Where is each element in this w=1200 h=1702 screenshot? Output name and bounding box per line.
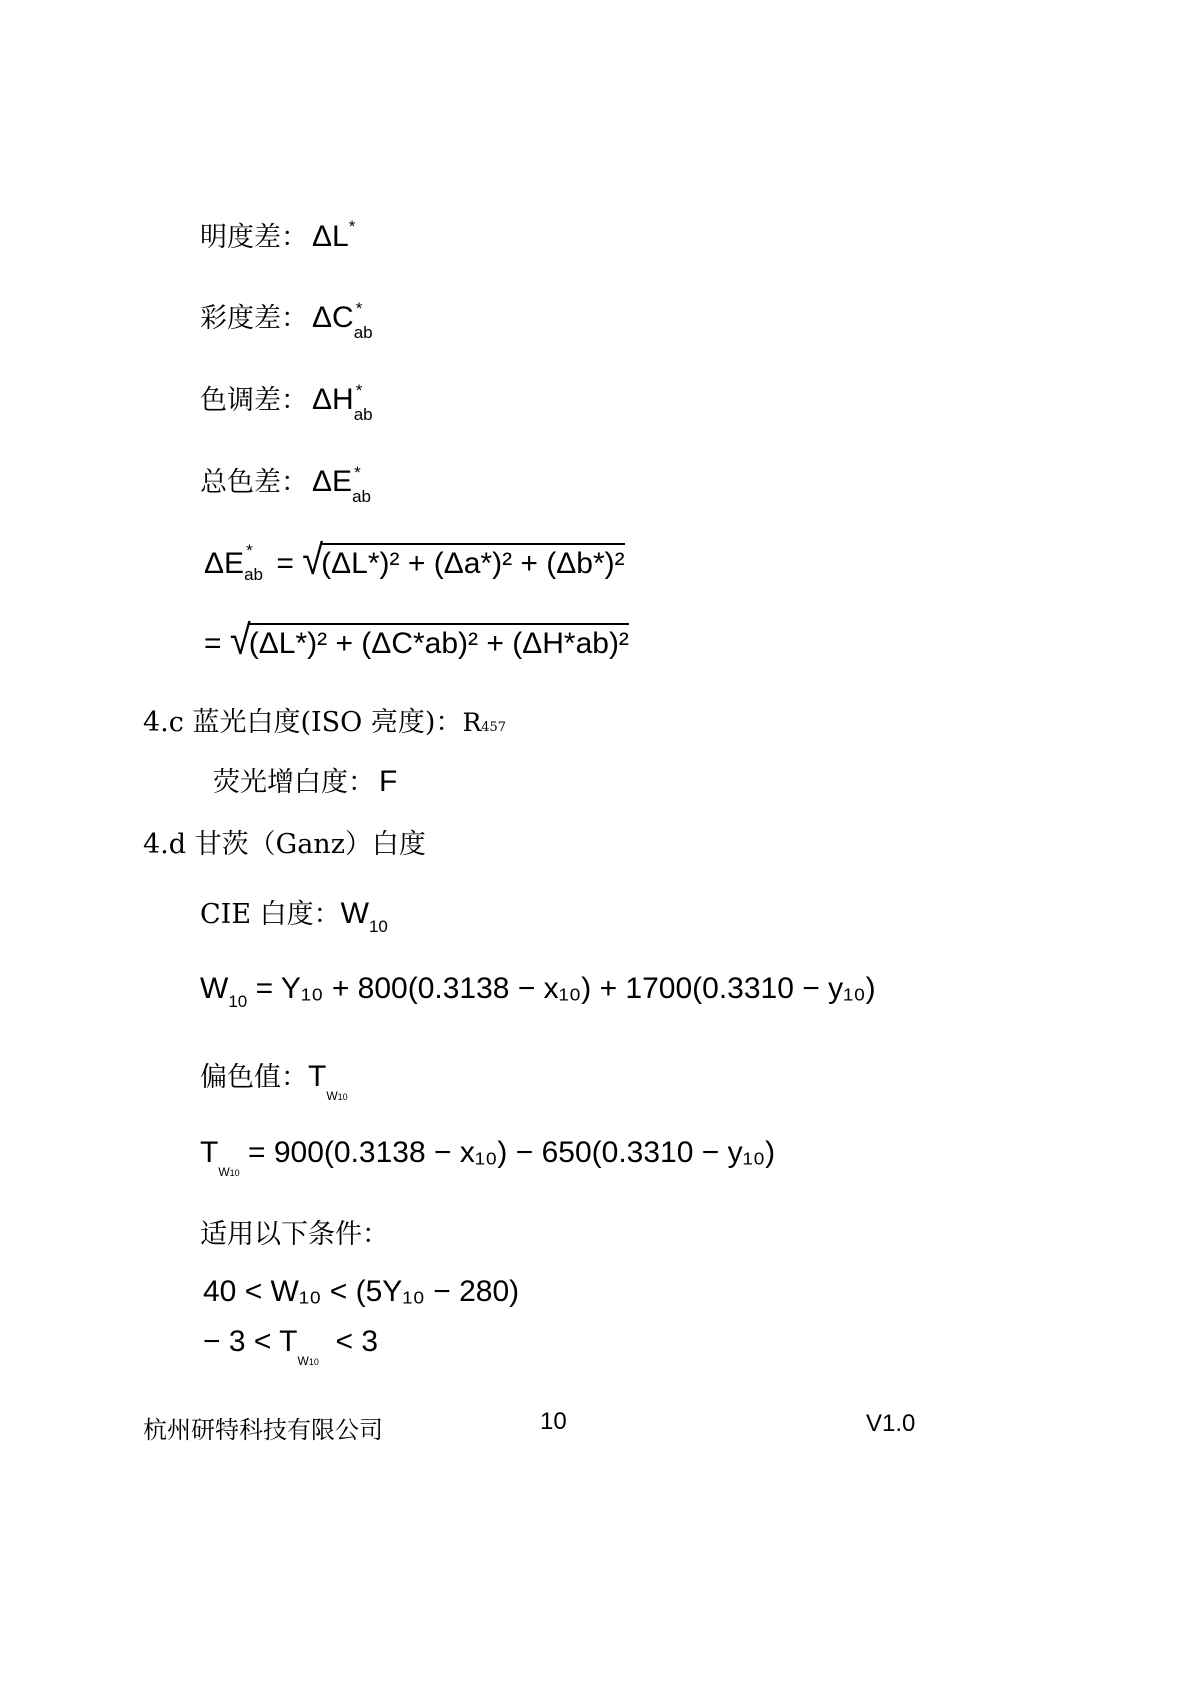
def-symbol: ΔE (312, 465, 353, 498)
section-number: 4.c (143, 707, 184, 738)
cond2-left: − 3 < T (203, 1325, 298, 1358)
fluor-symbol: F (379, 765, 398, 798)
formula-terms: (ΔL*)² + (Δa*)² + (Δb*)² (321, 543, 625, 581)
cond2-right: < 3 (335, 1325, 379, 1358)
section-4d-heading (143, 822, 426, 861)
def-label: 总色差： (200, 467, 308, 498)
formula-lhs-supsub: * ab (244, 541, 263, 585)
def-symbol: ΔH (312, 383, 354, 416)
condition-2: − $3 < T_{W10} < 3$ (203, 1325, 379, 1368)
def-symbol: ΔL (312, 220, 349, 253)
def-total (200, 460, 376, 507)
conditions-label: 适用以下条件： (200, 1219, 389, 1250)
page-number: 10 (540, 1408, 567, 1435)
fluorescent-whiteness (213, 760, 397, 799)
tw10-rhs: = 900(0.3138 − x₁₀) − 650(0.3310 − y₁₀) (248, 1136, 776, 1169)
section-number: 4.d (143, 829, 187, 860)
section-4c-heading (143, 700, 506, 739)
def-supsub: * ab (352, 463, 371, 507)
sqrt-icon: √ (229, 617, 251, 665)
section-title: 甘茨（Ganz）白度 (194, 829, 426, 860)
def-hue (200, 378, 378, 425)
fluor-label: 荧光增白度： (213, 767, 375, 798)
def-label: 色调差： (200, 385, 308, 416)
tint-label: 偏色值： (200, 1062, 308, 1093)
def-lightness (200, 215, 355, 254)
formula-tw10: $T_{W10} = 900(0.3138 - x_{10}) - 650(0.3310 - y_{10})$ (200, 1136, 776, 1179)
symbol-r-sub: 457 (481, 720, 507, 735)
cie-label: CIE 白度： (200, 899, 341, 930)
document-version: V1.0 (866, 1410, 916, 1437)
def-chroma (200, 296, 378, 343)
footer-company: 杭州研特科技有限公司 (143, 1416, 383, 1444)
def-label: 明度差： (200, 222, 308, 253)
sqrt-icon: √ (302, 537, 324, 585)
w10-rhs: = Y₁₀ + 800(0.3138 − x₁₀) + 1700(0.3310 − y₁₀) (255, 972, 876, 1005)
def-symbol: ΔC (312, 301, 354, 334)
def-supsub: * ab (353, 299, 373, 343)
symbol-r: R (462, 708, 482, 737)
cie-whiteness-def (200, 892, 388, 937)
cie-sub: 10 (368, 917, 388, 936)
formula-delta-e-line1 (204, 537, 625, 585)
section-title: 蓝光白度(ISO 亮度)： (192, 707, 463, 738)
tint-def: 偏色值：$T_{W10}$ (200, 1060, 348, 1103)
formula-w10: $W_{10} = Y_{10} + 800(0.3138 - x_{10}) + 1700(0.3310 - y_{10})$ (200, 972, 876, 1011)
def-label: 彩度差： (200, 303, 308, 334)
def-supsub: * ab (353, 381, 373, 425)
formula-terms: (ΔL*)² + (ΔC*ab)² + (ΔH*ab)² (249, 623, 629, 661)
cie-symbol: W (340, 897, 369, 930)
equals-sign: = (204, 627, 222, 660)
def-sup: * (348, 217, 356, 236)
condition-1: 40 < W₁₀ < (5Y₁₀ − 280) (203, 1275, 520, 1308)
equals-sign: = (276, 547, 294, 580)
formula-delta-e-line2 (204, 617, 629, 665)
formula-lhs: ΔE (204, 547, 245, 580)
